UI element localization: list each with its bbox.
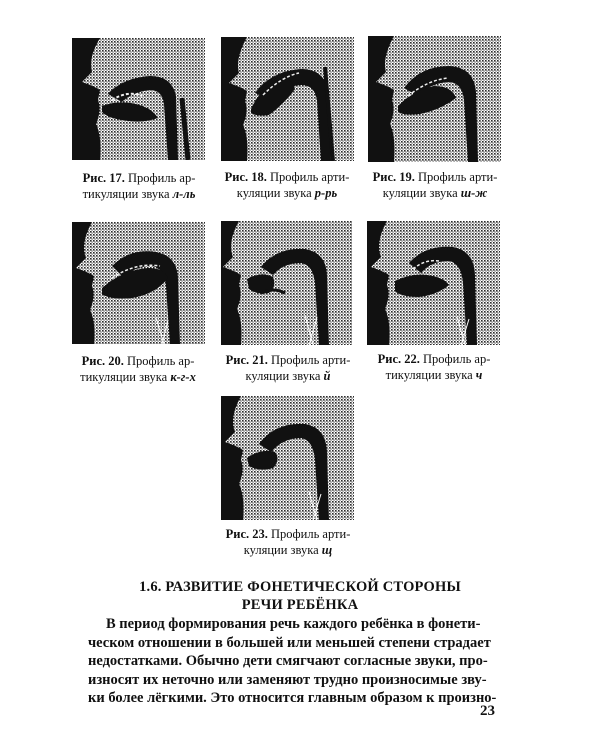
- figure-17-label: Рис. 17.: [82, 171, 125, 185]
- figure-18-sound: р-рь: [314, 186, 338, 200]
- body-line-1: В период формирования речь каждого ребёнка в фонети-: [106, 616, 481, 632]
- figure-17-caption-line2: тикуляции звука: [82, 187, 170, 201]
- figure-23-caption-line2: куляции звука: [243, 543, 319, 557]
- articulation-profile-18: [221, 37, 354, 161]
- body-line-2: ческом отношении в большей или меньшей степени страдает: [88, 634, 491, 651]
- figure-18-label: Рис. 18.: [224, 170, 267, 184]
- figure-19-caption-line2: куляции звука: [382, 186, 458, 200]
- figure-22-caption-line1: Профиль ар-: [423, 352, 491, 366]
- section-title-line2: РЕЧИ РЕБЁНКА: [241, 597, 359, 613]
- figure-20-sound: к-г-х: [170, 370, 196, 384]
- figure-22-sound: ч: [475, 368, 483, 382]
- figure-21-label: Рис. 21.: [225, 353, 268, 367]
- body-paragraph: [88, 615, 510, 708]
- figure-20-caption-line1: Профиль ар-: [127, 354, 195, 368]
- articulation-profile-22: [367, 221, 500, 345]
- figure-21-sound: й: [323, 369, 331, 383]
- figure-23-caption-line1: Профиль арти-: [271, 527, 351, 541]
- figure-20-label: Рис. 20.: [81, 354, 124, 368]
- articulation-profile-19: [368, 36, 501, 162]
- figure-23-sound: щ: [321, 543, 333, 557]
- articulation-profile-23: [221, 396, 354, 520]
- figure-17-sound: л-ль: [172, 187, 196, 201]
- figure-18-caption-line2: куляции звука: [236, 186, 312, 200]
- figure-20-caption-line2: тикуляции звука: [80, 370, 168, 384]
- section-title-line1: 1.6. РАЗВИТИЕ ФОНЕТИЧЕСКОЙ СТОРОНЫ: [139, 579, 461, 595]
- articulation-profile-20: [72, 222, 205, 344]
- figure-23-label: Рис. 23.: [225, 527, 268, 541]
- figure-18-caption-line1: Профиль арти-: [270, 170, 350, 184]
- figure-22-caption-line2: тикуляции звука: [385, 368, 473, 382]
- page-number: 23: [480, 703, 495, 719]
- articulation-profile-21: [221, 221, 352, 345]
- figure-22-label: Рис. 22.: [377, 352, 420, 366]
- figure-17-caption-line1: Профиль ар-: [128, 171, 196, 185]
- body-line-5: ки более лёгкими. Это относится главным образом к произно-: [88, 690, 497, 706]
- body-line-4: износят их неточно или заменяют трудно произносимые зву-: [88, 671, 487, 688]
- figure-19-caption-line1: Профиль арти-: [418, 170, 498, 184]
- articulation-profile-17: [72, 38, 205, 160]
- figure-19-sound: ш-ж: [460, 186, 488, 200]
- figure-21-caption-line1: Профиль арти-: [271, 353, 351, 367]
- figure-19-label: Рис. 19.: [372, 170, 415, 184]
- section-title: [0, 578, 600, 614]
- figure-21-caption-line2: куляции звука: [245, 369, 321, 383]
- body-line-3: недостатками. Обычно дети смягчают согласные звуки, про-: [88, 653, 488, 669]
